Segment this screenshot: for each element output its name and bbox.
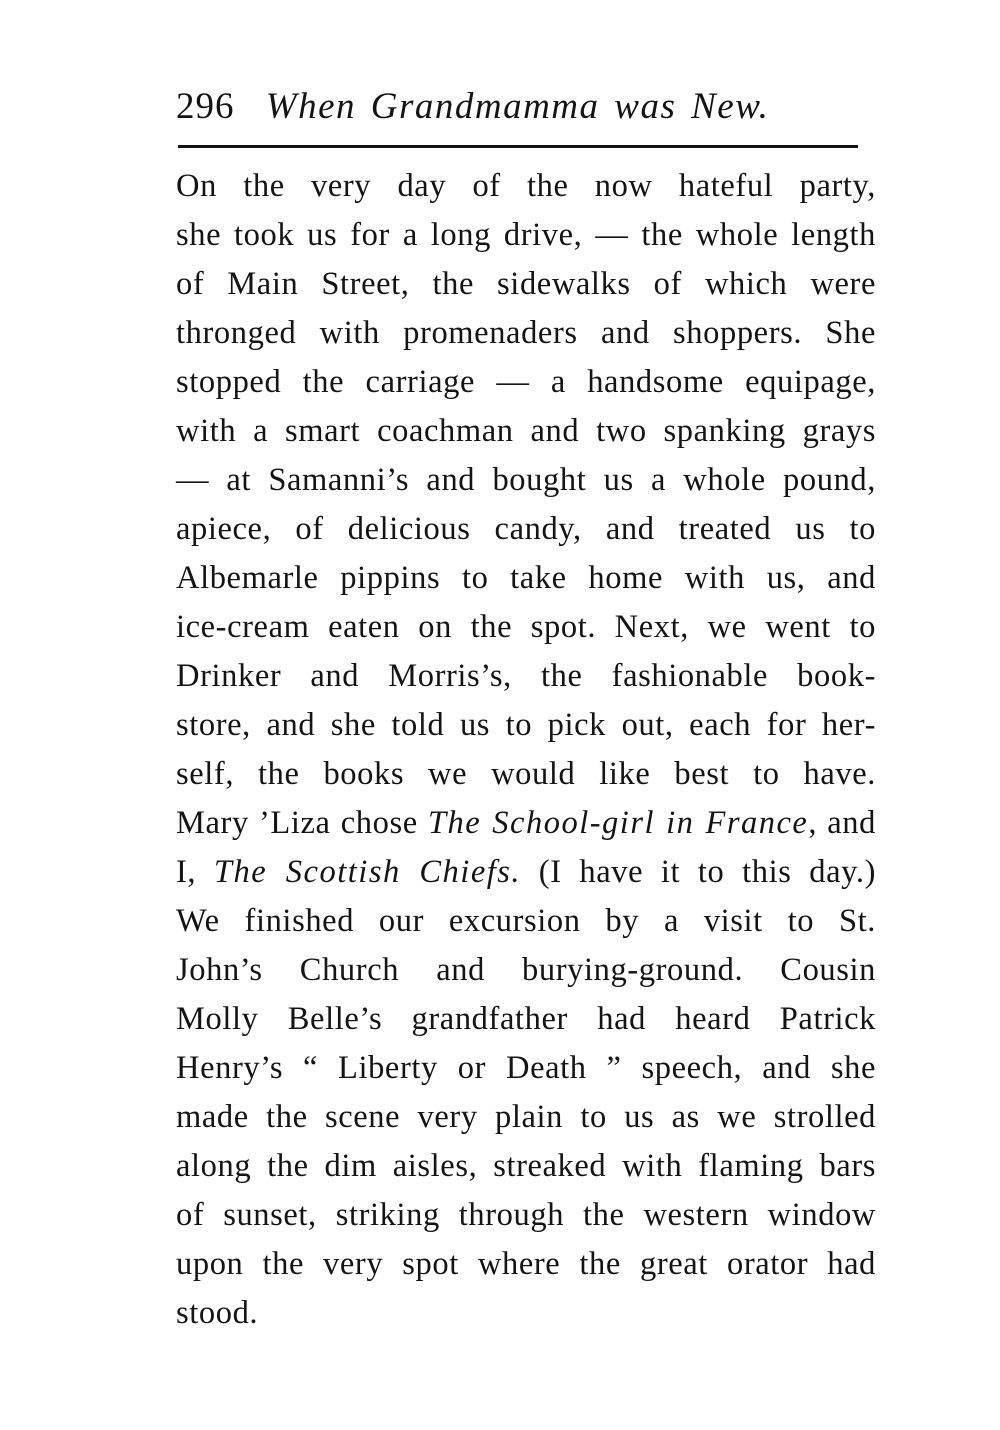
text-line (176, 505, 876, 554)
text-segment: along the dim aisles, streaked with flaming bars (176, 1148, 876, 1184)
text-segment: Mary ’Liza chose (176, 805, 428, 841)
body-paragraph (176, 162, 876, 1338)
text-line (176, 995, 876, 1044)
text-segment: stood. (176, 1295, 259, 1331)
text-segment: On the very day of the now hateful party, (176, 168, 876, 204)
text-line (176, 897, 876, 946)
text-segment: John’s Church and burying-ground. Cousin (176, 952, 876, 988)
text-line (176, 1142, 876, 1191)
text-line (176, 162, 876, 211)
text-segment: made the scene very plain to us as we strolled (176, 1099, 876, 1135)
text-line (176, 554, 876, 603)
text-segment: of Main Street, the sidewalks of which were (176, 266, 876, 302)
text-segment: Drinker and Morris’s, the fashionable book- (176, 658, 876, 694)
page-number: 296 (176, 86, 235, 127)
text-segment: stopped the carriage — a handsome equipage, (176, 364, 876, 400)
book-title-italic: The Scottish Chiefs. (213, 854, 522, 890)
book-title-italic: The School-girl in France (427, 805, 809, 841)
text-segment: Henry’s “ Liberty or Death ” speech, and she (176, 1050, 876, 1086)
text-segment: with a smart coachman and two spanking grays (176, 413, 876, 449)
text-segment: self, the books we would like best to have. (176, 756, 876, 792)
text-line (176, 1191, 876, 1240)
text-segment: We finished our excursion by a visit to St. (176, 903, 876, 939)
text-line (176, 260, 876, 309)
text-line (176, 407, 876, 456)
text-line (176, 701, 876, 750)
text-line (176, 456, 876, 505)
text-line (176, 1044, 876, 1093)
text-segment: — at Samanni’s and bought us a whole pound, (176, 462, 876, 498)
text-line (176, 946, 876, 995)
text-segment: Albemarle pippins to take home with us, and (176, 560, 876, 596)
running-title: When Grandmamma was New. (265, 86, 770, 127)
text-segment: , and (808, 805, 876, 841)
text-segment: apiece, of delicious candy, and treated us to (176, 511, 876, 547)
text-line (176, 358, 876, 407)
text-segment: thronged with promenaders and shoppers. She (176, 315, 876, 351)
text-line (176, 309, 876, 358)
page-header (176, 82, 876, 132)
text-line (176, 750, 876, 799)
text-line (176, 1240, 876, 1289)
header-rule (178, 145, 858, 148)
text-segment: (I have it to this day.) (521, 854, 876, 890)
text-segment: I, (176, 854, 214, 890)
text-segment: store, and she told us to pick out, each for her- (176, 707, 876, 743)
text-line (176, 211, 876, 260)
text-line (176, 1289, 876, 1338)
text-line (176, 799, 876, 848)
text-line (176, 848, 876, 897)
text-line (176, 652, 876, 701)
text-segment: Molly Belle’s grandfather had heard Patrick (176, 1001, 876, 1037)
text-segment: of sunset, striking through the western window (176, 1197, 876, 1233)
text-line (176, 603, 876, 652)
text-segment: ice-cream eaten on the spot. Next, we went to (176, 609, 876, 645)
text-line (176, 1093, 876, 1142)
text-segment: upon the very spot where the great orator had (176, 1246, 876, 1282)
text-segment: she took us for a long drive, — the whole length (176, 217, 876, 253)
